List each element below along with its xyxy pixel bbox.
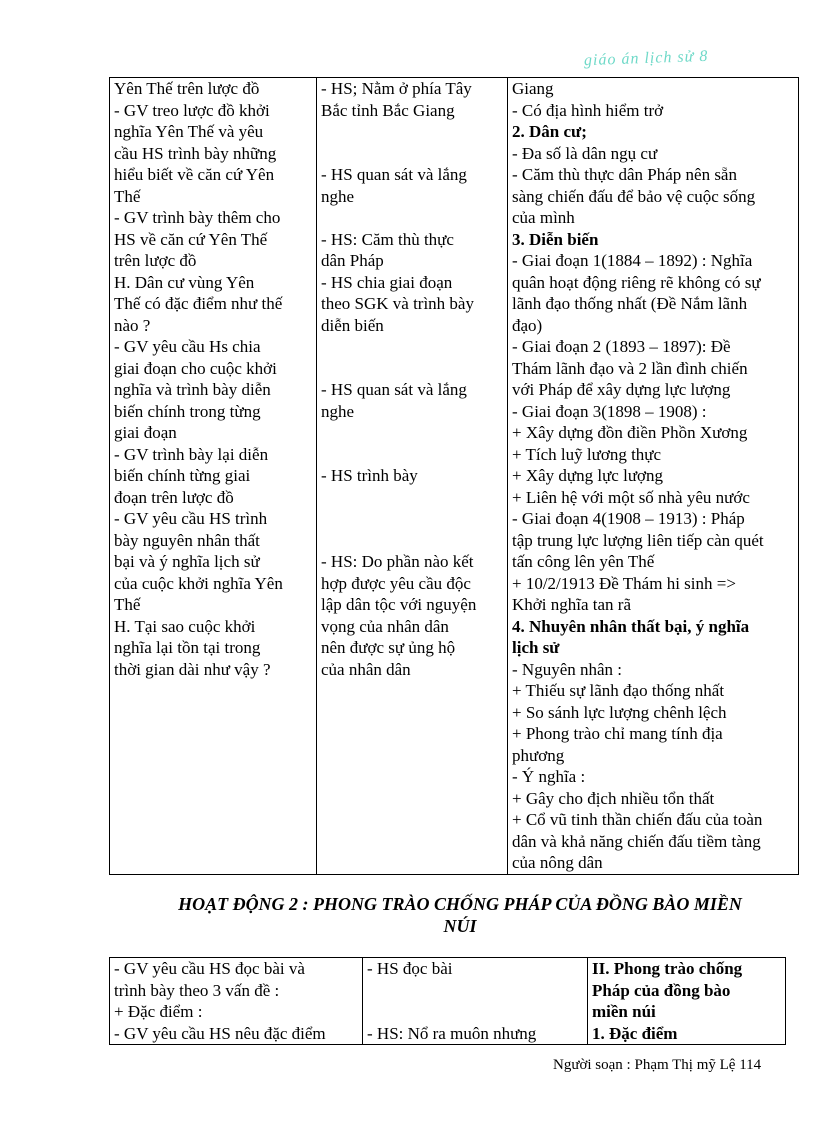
- text-line: Thám lãnh đạo và 2 lần đình chiến: [512, 358, 748, 378]
- text-line: + Thiếu sự lãnh đạo thống nhất: [512, 681, 725, 700]
- text-line: nghe: [321, 401, 355, 421]
- text-line: [321, 508, 503, 530]
- text-line: H. Dân cư vùng Yên: [114, 272, 255, 292]
- text-line: nên được sự ủng hộ: [321, 638, 456, 657]
- text-line: Giang: [512, 79, 554, 98]
- text-line: 4. Nhuyên nhân thất bại, ý nghĩa: [512, 616, 750, 636]
- text-line: + Xây dựng đồn điền Phồn Xương: [512, 423, 748, 442]
- text-line: sàng chiến đấu để bảo vệ cuộc sống: [512, 186, 756, 206]
- text-line: lịch sử: [512, 638, 560, 657]
- lesson-table-2: [109, 957, 786, 1045]
- text-line: bày nguyên nhân thất: [114, 530, 260, 550]
- text-line: - GV yêu cầu HS trình: [114, 509, 268, 528]
- text-line: Yên Thế trên lược đồ: [114, 79, 260, 98]
- text-line: của mình: [512, 208, 575, 227]
- text-line: - GV yêu cầu Hs chia: [114, 337, 261, 356]
- text-line: Thế: [114, 595, 141, 614]
- text-line: + Xây dựng lực lượng: [512, 466, 664, 485]
- text-line: H. Tại sao cuộc khởi: [114, 616, 256, 636]
- text-line: cầu HS trình bày những: [114, 143, 277, 163]
- text-line: dân Pháp: [321, 251, 384, 270]
- activity-heading-line2: NÚI: [443, 916, 477, 936]
- text-line: của nông dân: [512, 853, 603, 872]
- text-line: [321, 422, 503, 444]
- text-line: quân hoạt động riêng rẽ không có sự: [512, 272, 761, 292]
- text-line: - GV yêu cầu HS đọc bài và: [114, 959, 305, 978]
- text-line: tấn công lên yên Thế: [512, 552, 655, 571]
- text-line: - HS trình bày: [321, 466, 418, 485]
- text-line: phương: [512, 745, 565, 765]
- text-line: nghĩa lại tồn tại trong: [114, 638, 261, 657]
- text-line: - Có địa hình hiểm trở: [512, 100, 664, 120]
- text-line: giai đoạn cho cuộc khởi: [114, 358, 277, 378]
- text-line: trên lược đồ: [114, 251, 197, 270]
- text-line: Thế có đặc điểm như thế: [114, 294, 283, 313]
- text-line: đạo): [512, 315, 543, 335]
- text-line: [321, 143, 503, 165]
- text-line: - HS: Nổ ra muôn nhưng: [367, 1023, 537, 1043]
- text-line: Pháp của đồng bào: [592, 980, 731, 1000]
- text-line: + Đặc điểm :: [114, 1002, 203, 1021]
- text-line: - HS; Nằm ở phía Tây: [321, 79, 472, 98]
- text-line: với Pháp để xây dựng lực lượng: [512, 380, 731, 399]
- text-line: [321, 487, 503, 509]
- content-column-2: [588, 958, 786, 1045]
- author-footer: Người soạn : Phạm Thị mỹ Lệ 114: [553, 1057, 762, 1073]
- text-line: - Ý nghĩa :: [512, 767, 586, 786]
- text-line: lãnh đạo thống nhất (Đề Nắm lãnh: [512, 294, 748, 313]
- text-line: - HS: Căm thù thực: [321, 229, 454, 249]
- text-line: - Giai đoạn 2 (1893 – 1897): Đề: [512, 337, 731, 356]
- activity-heading-line1: HOẠT ĐỘNG 2 : PHONG TRÀO CHỐNG PHÁP CỦA ĐỒNG BÀO MIỀN: [178, 894, 742, 914]
- text-line: thời gian dài như vậy ?: [114, 659, 271, 679]
- text-line: bại và ý nghĩa lịch sử: [114, 552, 260, 571]
- text-line: [321, 358, 503, 380]
- text-line: + Liên hệ với một số nhà yêu nước: [512, 487, 750, 507]
- text-line: [321, 530, 503, 552]
- text-line: - Nguyên nhân :: [512, 659, 623, 679]
- text-line: Khởi nghĩa tan rã: [512, 595, 631, 614]
- text-line: diễn biến: [321, 315, 384, 335]
- text-line: - GV yêu cầu HS nêu đặc điểm: [114, 1023, 326, 1043]
- text-line: tập trung lực lượng liên tiếp càn quét: [512, 530, 764, 550]
- text-line: - HS quan sát và lắng: [321, 165, 467, 184]
- text-line: [321, 121, 503, 143]
- text-line: 1. Đặc điểm: [592, 1023, 678, 1043]
- text-line: - GV treo lược đồ khởi: [114, 100, 270, 120]
- text-line: + Cổ vũ tinh thần chiến đấu của toàn: [512, 810, 763, 829]
- text-line: nghe: [321, 186, 355, 206]
- text-line: theo SGK và trình bày: [321, 294, 474, 313]
- text-line: biến chính từng giai: [114, 466, 251, 485]
- text-line: II. Phong trào chống: [592, 959, 743, 978]
- text-line: Thế: [114, 186, 141, 206]
- text-line: - GV trình bày lại diễn: [114, 444, 269, 464]
- text-line: + Tích luỹ lương thực: [512, 444, 662, 464]
- text-line: + Gây cho địch nhiều tổn thất: [512, 788, 715, 808]
- teacher-activity-column: [110, 78, 317, 875]
- text-line: - HS chia giai đoạn: [321, 272, 453, 292]
- lesson-table-1: [109, 77, 799, 875]
- text-line: + 10/2/1913 Đề Thám hi sinh =>: [512, 573, 736, 593]
- text-line: - HS quan sát và lắng: [321, 380, 467, 399]
- text-line: - Đa số là dân ngụ cư: [512, 143, 658, 163]
- text-line: hiểu biết về căn cứ Yên: [114, 165, 275, 184]
- text-line: [321, 336, 503, 358]
- text-line: của cuộc khởi nghĩa Yên: [114, 573, 283, 593]
- text-line: nghĩa và trình bày diễn: [114, 380, 271, 399]
- text-line: - Giai đoạn 3(1898 – 1908) :: [512, 401, 707, 421]
- text-line: trình bày theo 3 vấn đề :: [114, 980, 280, 1000]
- text-line: - Căm thù thực dân Pháp nên sẵn: [512, 165, 737, 184]
- text-line: Bắc tỉnh Bắc Giang: [321, 100, 455, 120]
- teacher-activity-column-2: [110, 958, 363, 1045]
- text-line: nào ?: [114, 315, 151, 335]
- student-activity-column: [317, 78, 508, 875]
- text-line: - GV trình bày thêm cho: [114, 208, 281, 227]
- text-line: lập dân tộc với nguyện: [321, 595, 477, 614]
- text-line: [367, 1001, 583, 1023]
- text-line: 2. Dân cư;: [512, 122, 587, 141]
- text-line: - Giai đoạn 4(1908 – 1913) : Pháp: [512, 509, 745, 528]
- text-line: nghĩa Yên Thế và yêu: [114, 122, 264, 141]
- text-line: - Giai đoạn 1(1884 – 1892) : Nghĩa: [512, 251, 753, 270]
- text-line: hợp được yêu cầu độc: [321, 573, 471, 593]
- text-line: giai đoạn: [114, 423, 177, 442]
- text-line: của nhân dân: [321, 659, 411, 679]
- text-line: miền núi: [592, 1002, 656, 1021]
- content-column: [508, 78, 799, 875]
- text-line: - HS đọc bài: [367, 959, 453, 978]
- text-line: biến chính trong từng: [114, 401, 261, 421]
- text-line: [321, 444, 503, 466]
- student-activity-column-2: [363, 958, 588, 1045]
- activity-heading: [130, 893, 790, 937]
- text-line: [367, 980, 583, 1002]
- text-line: đoạn trên lược đồ: [114, 487, 234, 507]
- text-line: + So sánh lực lượng chênh lệch: [512, 702, 727, 722]
- text-line: vọng của nhân dân: [321, 616, 449, 636]
- header-watermark: giáo án lịch sử 8: [583, 47, 709, 70]
- text-line: - HS: Do phần nào kết: [321, 552, 474, 571]
- text-line: HS về căn cứ Yên Thế: [114, 229, 268, 249]
- text-line: + Phong trào chỉ mang tính địa: [512, 724, 723, 743]
- text-line: dân và khả năng chiến đấu tiềm tàng: [512, 831, 761, 851]
- text-line: 3. Diễn biến: [512, 229, 599, 249]
- text-line: [321, 207, 503, 229]
